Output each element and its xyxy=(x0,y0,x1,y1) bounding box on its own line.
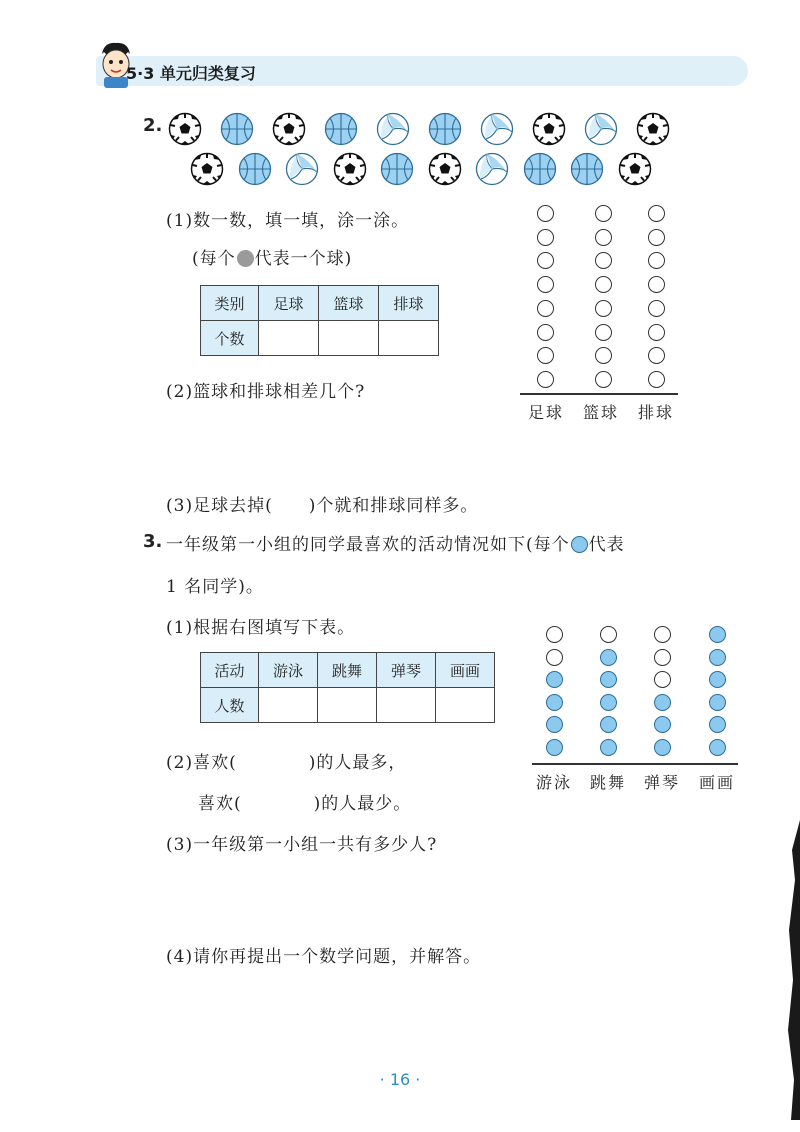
q2-chart-label: 足球 xyxy=(527,403,564,422)
q3-chart-baseline xyxy=(532,763,738,765)
q3-filled-circle xyxy=(709,694,726,711)
q2-chart-circle[interactable] xyxy=(595,276,612,293)
q2-chart-circle[interactable] xyxy=(537,229,554,246)
soccer-ball-icon xyxy=(532,112,566,146)
q3-filled-circle xyxy=(600,649,617,666)
q2-chart-circle[interactable] xyxy=(648,229,665,246)
soccer-ball-icon xyxy=(428,152,462,186)
header-title: 5·3 单元归类复习 xyxy=(126,64,256,83)
soccer-ball-icon xyxy=(272,112,306,146)
q2-chart-circle[interactable] xyxy=(537,252,554,269)
basketball-ball-icon xyxy=(220,112,254,146)
q2-chart-circle[interactable] xyxy=(537,371,554,388)
table-header-cell: 画画 xyxy=(436,653,495,688)
soccer-ball-icon xyxy=(636,112,670,146)
q3-empty-circle xyxy=(654,626,671,643)
q2-legend-text xyxy=(192,244,352,269)
q3-filled-circle xyxy=(709,649,726,666)
q2-legend-pre: (每个 xyxy=(192,249,236,269)
q2-chart-circle[interactable] xyxy=(595,229,612,246)
q3-filled-circle xyxy=(546,694,563,711)
soccer-ball-icon xyxy=(618,152,652,186)
q3-intro-post: 代表 xyxy=(588,535,625,555)
q2-chart-circle[interactable] xyxy=(595,300,612,317)
soccer-ball-icon xyxy=(168,112,202,146)
table-row xyxy=(201,286,439,321)
q2-chart-circle[interactable] xyxy=(595,324,612,341)
basketball-ball-icon xyxy=(428,112,462,146)
basketball-ball-icon xyxy=(238,152,272,186)
q3-part1-text: (1)根据右图填写下表。 xyxy=(166,618,356,638)
basketball-ball-icon xyxy=(523,152,557,186)
table-row xyxy=(201,653,495,688)
question-2-number: 2. xyxy=(143,115,163,136)
table-row xyxy=(201,688,495,723)
q3-chart-label: 游泳 xyxy=(535,773,572,792)
q3-filled-circle xyxy=(654,739,671,756)
table-header-cell: 排球 xyxy=(379,286,439,321)
q3-filled-circle xyxy=(546,671,563,688)
q3-filled-circle xyxy=(654,716,671,733)
table-header-cell: 跳舞 xyxy=(318,653,377,688)
q3-intro-line2: 1 名同学)。 xyxy=(166,577,264,597)
q2-chart-circle[interactable] xyxy=(595,205,612,222)
q3-filled-circle xyxy=(600,716,617,733)
q3-filled-circle xyxy=(709,626,726,643)
volleyball-ball-icon xyxy=(376,112,410,146)
table-header-cell: 篮球 xyxy=(319,286,379,321)
q3-filled-circle xyxy=(546,739,563,756)
gray-circle-icon xyxy=(237,250,254,267)
q3-empty-circle xyxy=(546,649,563,666)
q3-empty-circle xyxy=(546,626,563,643)
q3-part2b-text: 喜欢( )的人最少。 xyxy=(198,794,412,814)
q3-intro-line1 xyxy=(166,530,625,555)
q2-chart-circle[interactable] xyxy=(595,347,612,364)
q3-filled-circle xyxy=(709,716,726,733)
answer-cell-dancing[interactable] xyxy=(318,688,377,723)
answer-cell-piano[interactable] xyxy=(377,688,436,723)
basketball-ball-icon xyxy=(570,152,604,186)
q3-empty-circle xyxy=(654,649,671,666)
q2-chart-circle[interactable] xyxy=(537,347,554,364)
volleyball-ball-icon xyxy=(475,152,509,186)
q2-chart-circle[interactable] xyxy=(537,276,554,293)
q3-chart-label: 弹琴 xyxy=(643,773,680,792)
question-3-number: 3. xyxy=(143,531,163,552)
q3-filled-circle xyxy=(546,716,563,733)
volleyball-ball-icon xyxy=(285,152,319,186)
q3-part4-text: (4)请你再提出一个数学问题，并解答。 xyxy=(166,947,482,967)
q3-part3-text: (3)一年级第一小组一共有多少人? xyxy=(166,835,438,855)
q2-chart-label: 篮球 xyxy=(582,403,619,422)
table-header-cell: 弹琴 xyxy=(377,653,436,688)
blue-circle-icon xyxy=(571,536,588,553)
page-number: · 16 · xyxy=(379,1070,421,1089)
q3-filled-circle xyxy=(654,694,671,711)
q2-chart-baseline xyxy=(520,393,678,395)
volleyball-ball-icon xyxy=(480,112,514,146)
q3-filled-circle xyxy=(600,694,617,711)
table-header-cell: 游泳 xyxy=(259,653,318,688)
answer-cell-swimming[interactable] xyxy=(259,688,318,723)
table-row-label: 个数 xyxy=(201,321,259,356)
q2-chart-circle[interactable] xyxy=(648,276,665,293)
soccer-ball-icon xyxy=(333,152,367,186)
q2-chart-circle[interactable] xyxy=(648,371,665,388)
table-row-label: 人数 xyxy=(201,688,259,723)
q3-filled-circle xyxy=(709,739,726,756)
q3-filled-circle xyxy=(709,671,726,688)
q3-intro-pre: 一年级第一小组的同学最喜欢的活动情况如下(每个 xyxy=(166,535,570,555)
q2-chart-circle[interactable] xyxy=(595,371,612,388)
q3-filled-circle xyxy=(600,739,617,756)
table-header-cell: 类别 xyxy=(201,286,259,321)
answer-cell-soccer[interactable] xyxy=(259,321,319,356)
page-edge-shadow xyxy=(786,820,800,1120)
q2-table xyxy=(200,285,439,356)
q3-table xyxy=(200,652,495,723)
q2-chart-circle[interactable] xyxy=(648,300,665,317)
q2-chart-circle[interactable] xyxy=(648,324,665,341)
soccer-ball-icon xyxy=(190,152,224,186)
volleyball-ball-icon xyxy=(584,112,618,146)
q2-chart-circle[interactable] xyxy=(595,252,612,269)
q2-chart-circle[interactable] xyxy=(648,205,665,222)
q2-chart-label: 排球 xyxy=(637,403,674,422)
q2-chart-circle[interactable] xyxy=(537,324,554,341)
table-row xyxy=(201,321,439,356)
q2-part2-text: (2)篮球和排球相差几个? xyxy=(166,382,366,402)
q2-chart-circle[interactable] xyxy=(537,205,554,222)
q2-part1-text: (1)数一数，填一填，涂一涂。 xyxy=(166,211,410,231)
q3-chart-label: 画画 xyxy=(698,773,735,792)
q3-empty-circle xyxy=(654,671,671,688)
q3-part2a-text: (2)喜欢( )的人最多， xyxy=(166,753,407,773)
q2-chart-circle[interactable] xyxy=(648,347,665,364)
basketball-ball-icon xyxy=(380,152,414,186)
q2-chart-circle[interactable] xyxy=(648,252,665,269)
q2-chart-circle[interactable] xyxy=(537,300,554,317)
table-header-cell: 足球 xyxy=(259,286,319,321)
answer-cell-volleyball[interactable] xyxy=(379,321,439,356)
answer-cell-basketball[interactable] xyxy=(319,321,379,356)
q3-empty-circle xyxy=(600,626,617,643)
basketball-ball-icon xyxy=(324,112,358,146)
q2-part3-text: (3)足球去掉( )个就和排球同样多。 xyxy=(166,496,479,516)
answer-cell-drawing[interactable] xyxy=(436,688,495,723)
q2-legend-post: 代表一个球) xyxy=(254,249,353,269)
q3-filled-circle xyxy=(600,671,617,688)
table-header-cell: 活动 xyxy=(201,653,259,688)
q3-chart-label: 跳舞 xyxy=(589,773,626,792)
